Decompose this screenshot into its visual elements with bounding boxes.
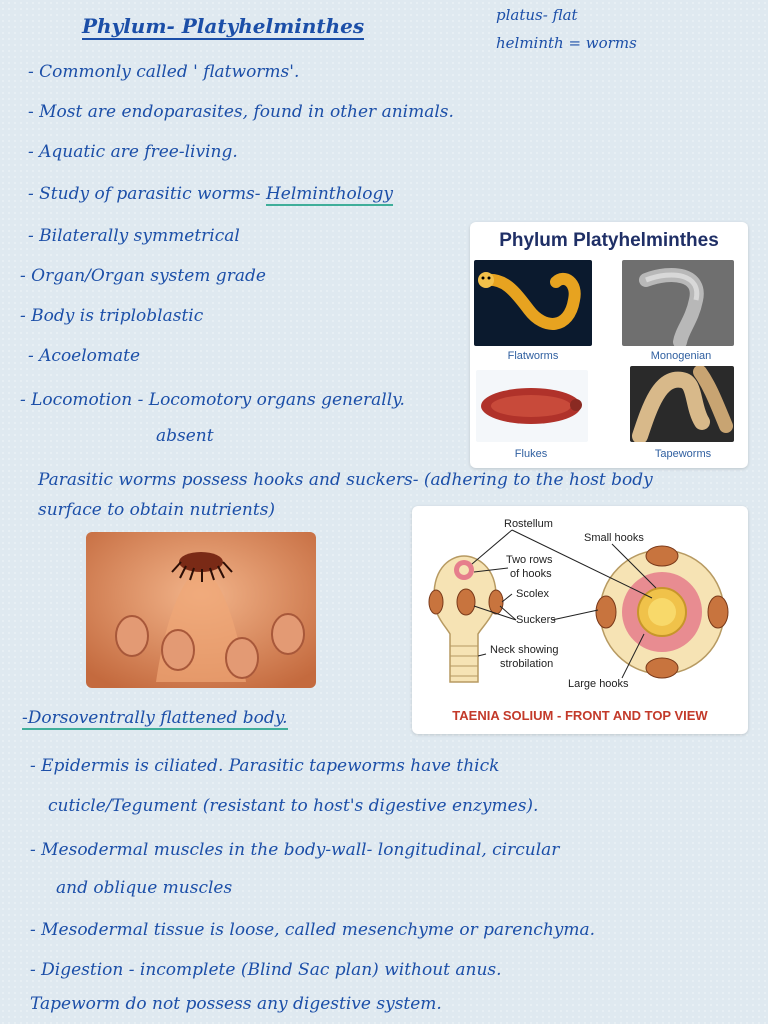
note-tapeworm-digestive: Tapeworm do not possess any digestive system. — [30, 994, 442, 1014]
diagram-caption: TAENIA SOLIUM - FRONT AND TOP VIEW — [452, 708, 708, 723]
etymology-platus: platus- flat — [496, 6, 578, 24]
photo-card — [470, 222, 748, 468]
label-neck-2: strobilation — [500, 658, 554, 670]
note-bilateral: - Bilaterally symmetrical — [28, 226, 240, 246]
note-epidermis: - Epidermis is ciliated. Parasitic tapeworms have thick — [30, 756, 500, 776]
label-two-rows-1: Two rows — [506, 554, 553, 566]
tapeworm-photo — [630, 366, 734, 442]
note-hooks-purpose: surface to obtain nutrients) — [38, 500, 276, 520]
note-study-parasitic — [28, 184, 393, 204]
label-neck-1: Neck showing — [490, 644, 559, 656]
taenia-diagram — [412, 506, 748, 734]
label-rostellum: Rostellum — [504, 518, 553, 530]
label-scolex: Scolex — [516, 588, 550, 600]
scolex-micrograph — [86, 532, 316, 688]
photo-card-title: Phylum Platyhelminthes — [499, 230, 719, 251]
note-triploblastic: - Body is triploblastic — [20, 306, 204, 326]
fluke-label: Flukes — [514, 448, 548, 460]
note-mesenchyme: - Mesodermal tissue is loose, called mesenchyme or parenchyma. — [30, 920, 596, 940]
page-title: Phylum- Platyhelminthes — [82, 14, 365, 38]
etymology-helminth: helminth = worms — [496, 34, 637, 52]
tapeworm-label: Tapeworms — [654, 448, 712, 460]
label-large-hooks: Large hooks — [568, 678, 629, 690]
fluke-photo — [476, 370, 588, 442]
note-common-name: - Commonly called ' flatworms'. — [28, 62, 300, 82]
flatworm-label: Flatworms — [507, 350, 559, 362]
note-oblique-muscles: and oblique muscles — [56, 878, 233, 898]
note-locomotion-absent: absent — [156, 426, 214, 446]
label-small-hooks: Small hooks — [584, 532, 644, 544]
note-digestion: - Digestion - incomplete (Blind Sac plan) without anus. — [30, 960, 502, 980]
helminthology-term: Helminthology — [265, 184, 393, 204]
note-locomotion: - Locomotion - Locomotory organs generally. — [20, 390, 405, 410]
monogenian-photo — [622, 260, 734, 346]
note-hooks-suckers: Parasitic worms possess hooks and suckers- (adhering to the host body — [38, 470, 653, 490]
taenia-diagram-card — [412, 506, 748, 734]
note-dorsoventral: -Dorsoventrally flattened body. — [22, 708, 288, 728]
flatworm-photo — [474, 260, 592, 346]
note-study-label: - Study of parasitic worms- — [28, 184, 261, 204]
label-suckers: Suckers — [516, 614, 556, 626]
note-tegument: cuticle/Tegument (resistant to host's digestive enzymes). — [48, 796, 539, 816]
note-acoelomate: - Acoelomate — [28, 346, 141, 366]
note-endoparasites: - Most are endoparasites, found in other animals. — [28, 102, 454, 122]
note-mesodermal-muscles: - Mesodermal muscles in the body-wall- longitudinal, circular — [30, 840, 560, 860]
note-organ-grade: - Organ/Organ system grade — [20, 266, 266, 286]
label-two-rows-2: of hooks — [510, 568, 552, 580]
note-aquatic: - Aquatic are free-living. — [28, 142, 238, 162]
monogenian-label: Monogenian — [650, 350, 712, 362]
